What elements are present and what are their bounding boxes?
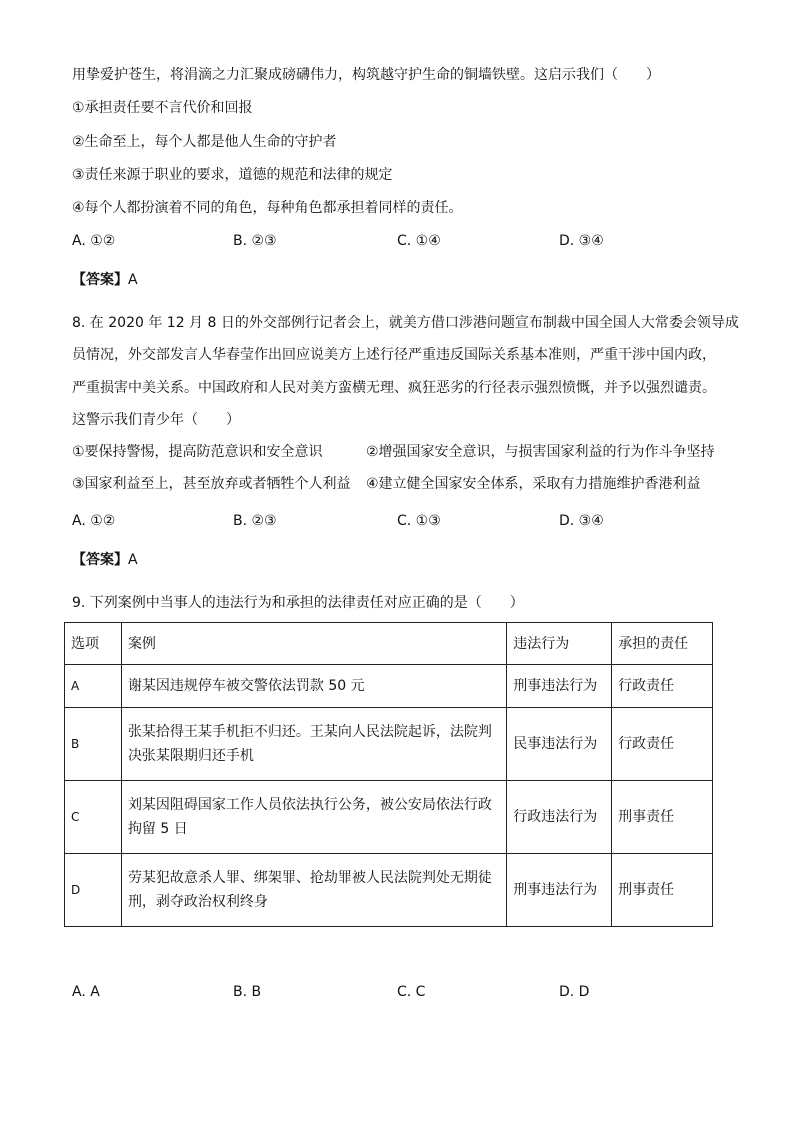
table-row [65, 708, 713, 781]
q8-answer [72, 551, 138, 569]
table-cell-violation: 刑事违法行为 [507, 854, 612, 927]
q8-item-1: ①要保持警惕，提高防范意识和安全意识 [72, 444, 323, 460]
table-cell-violation: 民事违法行为 [507, 708, 612, 781]
q7-option-c: C. ①④ [397, 233, 441, 249]
q8-stem-line-2: 员情况，外交部发言人华春莹作出回应说美方上述行径严重违反国际关系基本准则，严重干涉中国内政， [72, 347, 716, 363]
q7-answer-value: A [128, 272, 138, 288]
q8-stem-line-4: 这警示我们青少年（ ） [72, 412, 240, 428]
q8-answer-label: 【答案】 [72, 552, 128, 568]
q9-option-a: A. A [72, 984, 100, 1000]
table-header-option: 选项 [65, 623, 122, 665]
table-cell-case: 刘某因阻碍国家工作人员依法执行公务，被公安局依法行政拘留 5 日 [121, 781, 506, 854]
table-cell-violation: 刑事违法行为 [507, 665, 612, 708]
q7-stem: 用挚爱护苍生，将涓滴之力汇聚成磅礴伟力，构筑越守护生命的铜墙铁壁。这启示我们（ ） [72, 67, 660, 83]
table-row [65, 665, 713, 708]
table-header-violation: 违法行为 [507, 623, 612, 665]
table-row [65, 854, 713, 927]
q8-option-d: D. ③④ [559, 513, 604, 529]
q8-item-2: ②增强国家安全意识，与损害国家利益的行为作斗争坚持 [366, 444, 715, 460]
q7-option-d: D. ③④ [559, 233, 604, 249]
q7-item-4: ④每个人都扮演着不同的角色，每种角色都承担着同样的责任。 [72, 200, 463, 216]
table-cell-responsibility: 行政责任 [612, 665, 713, 708]
table-cell-responsibility: 刑事责任 [612, 781, 713, 854]
q8-answer-value: A [128, 552, 138, 568]
q8-stem-line-3: 严重损害中美关系。中国政府和人民对美方蛮横无理、疯狂恶劣的行径表示强烈愤慨，并予以强烈谴责。 [72, 380, 716, 396]
table-cell-responsibility: 行政责任 [612, 708, 713, 781]
table-cell-case: 张某拾得王某手机拒不归还。王某向人民法院起诉，法院判决张某限期归还手机 [121, 708, 506, 781]
table-cell-case: 劳某犯故意杀人罪、绑架罪、抢劫罪被人民法院判处无期徒刑，剥夺政治权利终身 [121, 854, 506, 927]
q8-option-a: A. ①② [72, 513, 116, 529]
q8-item-3: ③国家利益至上，甚至放弃或者牺牲个人利益 [72, 476, 351, 492]
q8-option-c: C. ①③ [397, 513, 441, 529]
table-header-row [65, 623, 713, 665]
q7-item-2: ②生命至上，每个人都是他人生命的守护者 [72, 134, 337, 150]
table-cell-case: 谢某因违规停车被交警依法罚款 50 元 [121, 665, 506, 708]
table-cell-option: A [65, 665, 122, 708]
table-header-responsibility: 承担的责任 [612, 623, 713, 665]
q7-item-3: ③责任来源于职业的要求，道德的规范和法律的规定 [72, 167, 393, 183]
table-cell-responsibility: 刑事责任 [612, 854, 713, 927]
table-cell-option: B [65, 708, 122, 781]
q9-case-table [64, 622, 713, 927]
table-cell-option: C [65, 781, 122, 854]
q9-option-d: D. D [559, 984, 590, 1000]
table-cell-option: D [65, 854, 122, 927]
q7-option-b: B. ②③ [233, 233, 277, 249]
q9-stem: 9. 下列案例中当事人的违法行为和承担的法律责任对应正确的是（ ） [72, 595, 524, 611]
q8-stem-line-1: 8. 在 2020 年 12 月 8 日的外交部例行记者会上，就美方借口涉港问题宣布制裁中国全国人大常委会领导成 [72, 315, 739, 331]
q8-option-b: B. ②③ [233, 513, 277, 529]
q8-item-4: ④建立健全国家安全体系，采取有力措施维护香港利益 [366, 476, 701, 492]
table-header-case: 案例 [121, 623, 506, 665]
q7-answer [72, 271, 138, 289]
q7-answer-label: 【答案】 [72, 272, 128, 288]
q7-option-a: A. ①② [72, 233, 116, 249]
q7-item-1: ①承担责任要不言代价和回报 [72, 100, 253, 116]
q9-option-b: B. B [233, 984, 262, 1000]
q9-option-c: C. C [397, 984, 426, 1000]
table-cell-violation: 行政违法行为 [507, 781, 612, 854]
table-row [65, 781, 713, 854]
